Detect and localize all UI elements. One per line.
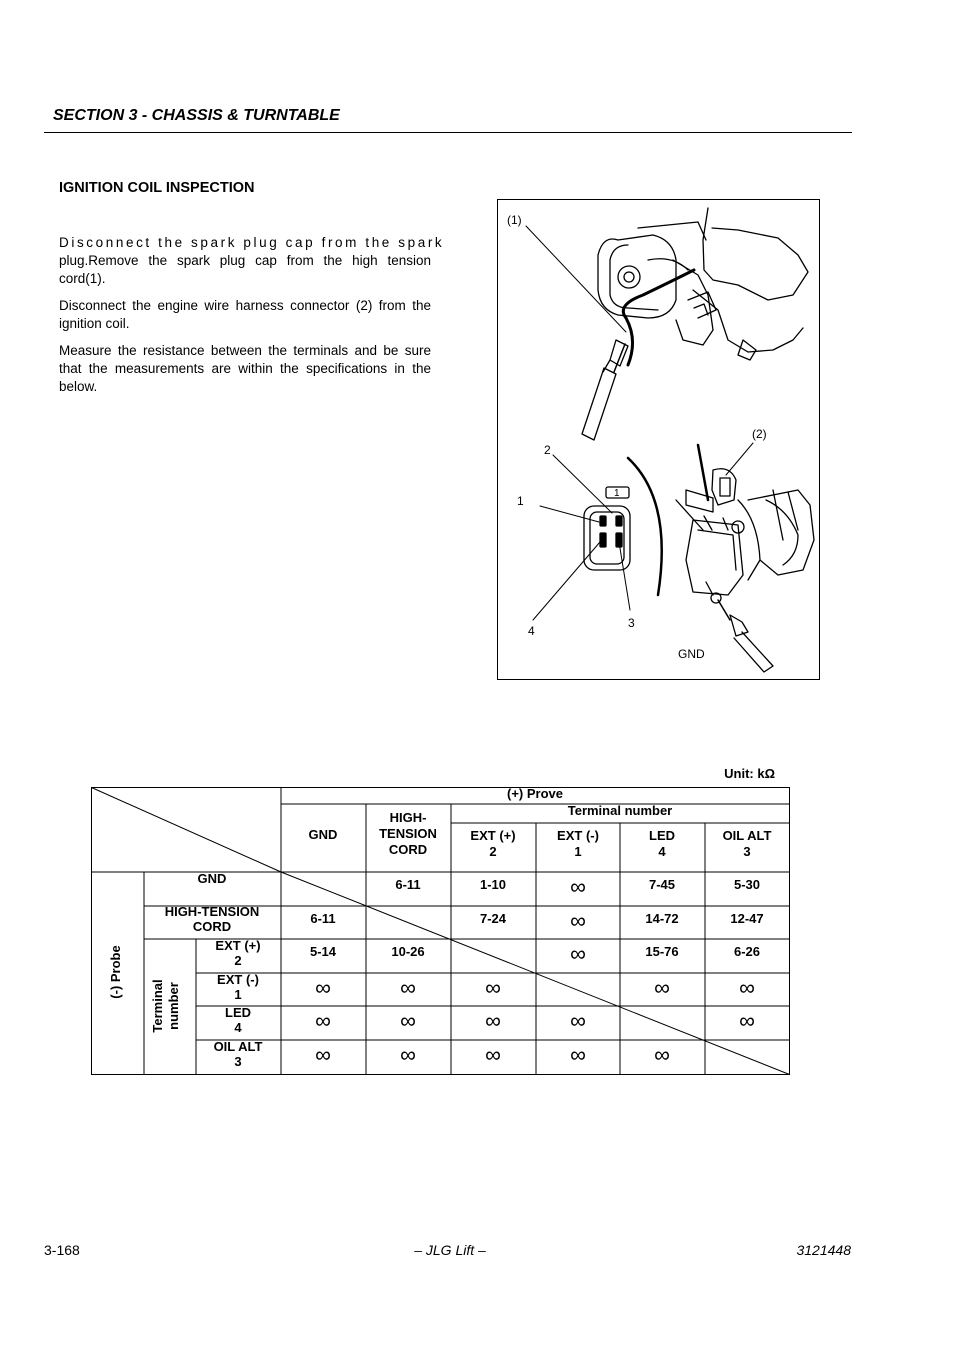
table-cell: ∞ <box>570 941 586 966</box>
row-header-extminus-2: 1 <box>234 987 242 1002</box>
col-header-hightension-2: TENSION <box>379 826 437 841</box>
ignition-coil-heading: IGNITION COIL INSPECTION <box>59 180 255 196</box>
table-cell: ∞ <box>570 874 586 899</box>
row-header-oilalt-2: 3 <box>234 1054 242 1069</box>
table-cell: 15-76 <box>645 944 679 959</box>
row-header-extplus-1: EXT (+) <box>215 938 261 953</box>
ignition-coil-illustration <box>498 200 819 679</box>
col-header-extplus-2: 2 <box>489 844 497 859</box>
pin-label-4: 4 <box>528 624 535 638</box>
table-cell: ∞ <box>739 1008 755 1033</box>
col-header-oilalt-2: 3 <box>743 844 751 859</box>
unit-label: Unit: kΩ <box>724 766 775 781</box>
table-cell: 6-11 <box>395 877 421 892</box>
instruction-paragraph-3: Measure the resistance between the terminals and be sure that the measurements are within the specifications in the below. <box>59 343 431 394</box>
col-header-extminus-1: EXT (-) <box>557 828 599 843</box>
terminal-side-label-2: number <box>166 982 181 1030</box>
col-header-extminus-2: 1 <box>574 844 582 859</box>
table-cell: ∞ <box>654 975 670 1000</box>
row-header-extplus-2: 2 <box>234 953 242 968</box>
plus-probe-header: (+) Prove <box>507 786 563 801</box>
row-header-gnd: GND <box>197 871 227 886</box>
table-cells <box>310 874 764 1067</box>
table-cell: 5-30 <box>733 877 761 892</box>
pin-label-2: 2 <box>544 443 551 457</box>
table-cell: 12-47 <box>730 911 764 926</box>
cord-callout: (1) <box>507 213 522 227</box>
table-cell: 7-24 <box>479 911 507 926</box>
col-header-hightension-3: CORD <box>388 842 428 857</box>
table-cell: ∞ <box>485 975 501 1000</box>
table-cell: 14-72 <box>645 911 679 926</box>
table-cell: ∞ <box>654 1042 670 1067</box>
table-cell: 6-11 <box>310 911 336 926</box>
row-header-led-1: LED <box>225 1005 251 1020</box>
table-cell: ∞ <box>400 975 416 1000</box>
row-header-oilalt-1: OIL ALT <box>213 1039 263 1054</box>
table-cell: ∞ <box>315 975 331 1000</box>
page-number: 3-168 <box>44 1242 80 1258</box>
connector-callout: (2) <box>752 427 767 441</box>
col-header-hightension-1: HIGH- <box>389 810 427 825</box>
col-header-oilalt-1: OIL ALT <box>722 828 772 843</box>
row-header-extminus-1: EXT (-) <box>217 972 259 987</box>
pin-label-1: 1 <box>517 494 524 508</box>
resistance-table <box>90 786 792 1078</box>
row-header-hightension-1: HIGH-TENSION <box>164 904 260 919</box>
table-cell: 1-10 <box>479 877 507 892</box>
table-cell: ∞ <box>315 1008 331 1033</box>
gnd-callout: GND <box>678 647 705 661</box>
instruction-paragraph-1-rest: plug.Remove the spark plug cap from the high tension cord(1). <box>59 253 431 286</box>
instruction-paragraph-2: Disconnect the engine wire harness connector (2) from the ignition coil. <box>59 298 431 331</box>
table-cell: ∞ <box>485 1042 501 1067</box>
header-divider <box>44 132 852 133</box>
col-header-extplus-1: EXT (+) <box>470 828 516 843</box>
table-cell: ∞ <box>570 1042 586 1067</box>
section-title: SECTION 3 - CHASSIS & TURNTABLE <box>53 107 340 124</box>
col-header-gnd: GND <box>308 827 338 842</box>
table-cell: ∞ <box>485 1008 501 1033</box>
row-header-led-2: 4 <box>234 1020 242 1035</box>
col-header-led-1: LED <box>649 828 675 843</box>
row-header-hightension-2: CORD <box>192 919 232 934</box>
table-cell: ∞ <box>400 1008 416 1033</box>
table-cell: 5-14 <box>309 944 337 959</box>
ignition-coil-figure <box>497 199 820 680</box>
table-cell: 7-45 <box>648 877 676 892</box>
terminal-side-label-1: Terminal <box>150 979 165 1033</box>
instruction-paragraph-1-line1: Disconnect the spark plug cap from the spark <box>59 235 445 250</box>
minus-probe-header: (-) Probe <box>108 945 123 999</box>
pin-label-3: 3 <box>628 616 635 630</box>
document-number: 3121448 <box>796 1242 851 1258</box>
connector-tab-label: 1 <box>614 488 620 499</box>
table-cell: 10-26 <box>391 944 425 959</box>
table-cell: ∞ <box>739 975 755 1000</box>
terminal-number-header: Terminal number <box>567 803 673 818</box>
table-cell: ∞ <box>570 908 586 933</box>
table-cell: ∞ <box>400 1042 416 1067</box>
table-cell: 6-26 <box>733 944 761 959</box>
col-header-led-2: 4 <box>658 844 666 859</box>
table-cell: ∞ <box>315 1042 331 1067</box>
footer-brand: – JLG Lift – <box>414 1242 486 1258</box>
table-cell: ∞ <box>570 1008 586 1033</box>
instruction-paragraph-1 <box>59 234 445 288</box>
